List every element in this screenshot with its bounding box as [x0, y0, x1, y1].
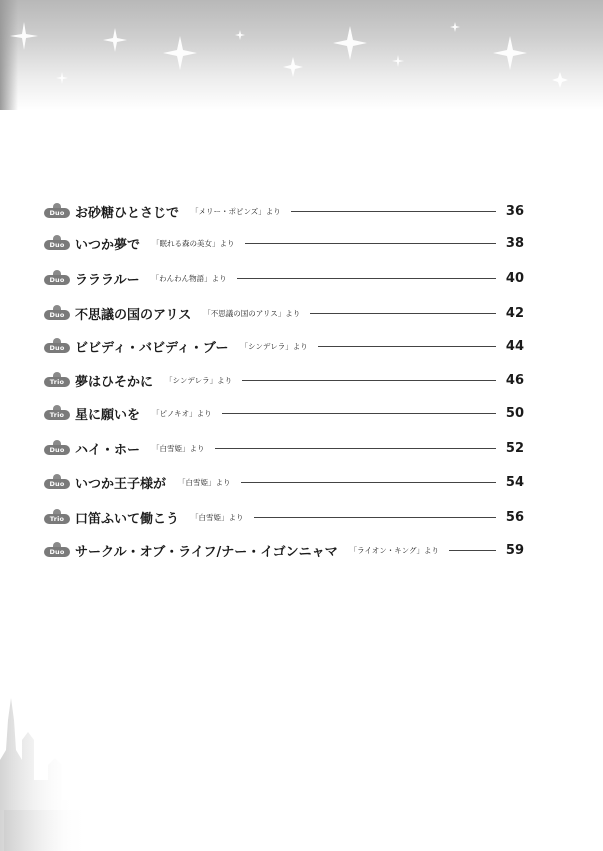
song-title: ラララルー — [75, 272, 140, 288]
song-source: 「シンデレラ」より — [240, 341, 308, 351]
song-source: 「メリー・ポピンズ」より — [191, 206, 281, 216]
duo-badge-icon: Duo — [44, 305, 70, 321]
toc-entry[interactable] — [44, 267, 524, 289]
toc-entry[interactable] — [44, 335, 524, 357]
page-number: 50 — [505, 405, 524, 421]
toc-entry[interactable] — [44, 200, 524, 222]
song-title: 夢はひそかに — [75, 374, 154, 390]
toc-entry[interactable] — [44, 437, 524, 459]
duo-badge-icon: Duo — [44, 203, 70, 219]
leader-line — [222, 413, 496, 414]
trio-badge-icon: Trio — [44, 372, 70, 388]
page-number: 44 — [505, 338, 524, 354]
song-source: 「白雪姫」より — [178, 477, 231, 487]
song-source: 「ライオン・キング」より — [349, 545, 439, 555]
page-number: 40 — [505, 270, 524, 286]
leader-line — [254, 517, 496, 518]
song-title: サークル・オブ・ライフ/ナー・イゴンニャマ — [75, 544, 338, 560]
page-number: 56 — [505, 509, 524, 525]
toc-entry[interactable] — [44, 402, 524, 424]
duo-badge-icon: Duo — [44, 440, 70, 456]
leader-line — [310, 313, 496, 314]
toc-entry[interactable] — [44, 369, 524, 391]
leader-line — [242, 380, 496, 381]
song-title: ハイ・ホー — [75, 442, 141, 458]
song-source: 「白雪姫」より — [191, 512, 244, 522]
song-title: 星に願いを — [75, 407, 141, 423]
leader-line — [449, 550, 496, 551]
leader-line — [318, 346, 496, 347]
leader-line — [241, 482, 496, 483]
duo-badge-icon: Duo — [44, 235, 70, 251]
leader-line — [245, 243, 496, 244]
trio-badge-icon: Trio — [44, 509, 70, 525]
song-source: 「白雪姫」より — [152, 443, 205, 453]
song-title: 口笛ふいて働こう — [75, 511, 180, 527]
page-number: 38 — [505, 235, 524, 251]
song-title: お砂糖ひとさじで — [75, 205, 180, 221]
toc-entry[interactable] — [44, 232, 524, 254]
page-number: 36 — [505, 203, 524, 219]
duo-badge-icon: Duo — [44, 542, 70, 558]
leader-line — [237, 278, 496, 279]
song-source: 「シンデレラ」より — [165, 375, 233, 385]
page-number: 52 — [505, 440, 524, 456]
leader-line — [291, 211, 496, 212]
song-title: 不思議の国のアリス — [75, 307, 192, 323]
song-title: ビビディ・バビディ・ブー — [75, 340, 229, 356]
toc-entry[interactable] — [44, 302, 524, 324]
song-title: いつか王子様が — [75, 476, 167, 492]
duo-badge-icon: Duo — [44, 270, 70, 286]
toc-entry[interactable] — [44, 471, 524, 493]
song-source: 「不思議の国のアリス」より — [203, 308, 301, 318]
song-title: いつか夢で — [75, 237, 141, 253]
page-number: 54 — [505, 474, 524, 490]
page-number: 59 — [505, 542, 524, 558]
toc-entry[interactable] — [44, 539, 524, 561]
page-number: 42 — [505, 305, 524, 321]
trio-badge-icon: Trio — [44, 405, 70, 421]
leader-line — [215, 448, 496, 449]
song-source: 「わんわん物語」より — [151, 273, 227, 283]
duo-badge-icon: Duo — [44, 338, 70, 354]
song-source: 「ピノキオ」より — [152, 408, 212, 418]
toc-entry[interactable] — [44, 506, 524, 528]
song-source: 「眠れる森の美女」より — [152, 238, 235, 248]
duo-badge-icon: Duo — [44, 474, 70, 490]
page-number: 46 — [505, 372, 524, 388]
